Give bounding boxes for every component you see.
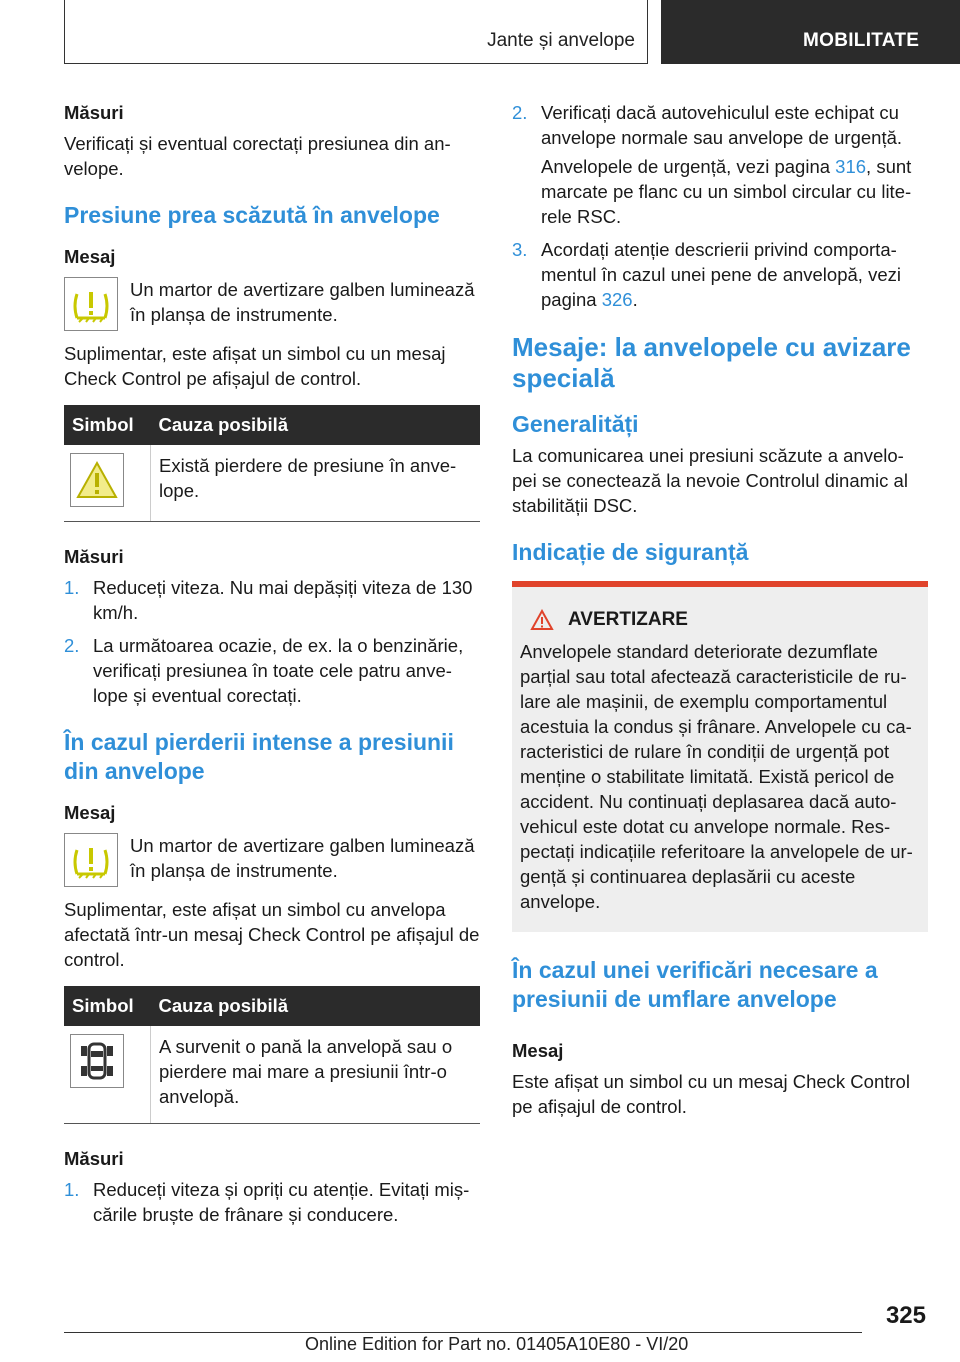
car-tire-icon <box>70 1034 124 1088</box>
step-text: Reduceți viteza. Nu mai depășiți viteza de 130 km/h. <box>93 577 473 623</box>
warning-title: AVERTIZARE <box>530 609 920 631</box>
page-number: 325 <box>885 1302 926 1329</box>
step-subtext: Anvelopele de urgență, vezi pagina 316, sunt marcate pe flanc cu un simbol circular cu lite-rele RSC. <box>541 156 912 227</box>
footer-edition: Online Edition for Part no. 01405A10E80 - VI/20 <box>305 1334 689 1354</box>
supplement-text: Suplimentar, este afișat un simbol cu un mesaj Check Control pe afișajul de control. <box>64 343 446 389</box>
step-number: 3. <box>512 239 528 260</box>
measures-label: Măsuri <box>64 102 124 123</box>
warning-triangle-icon <box>530 609 554 631</box>
table-header-cause: Cauza posibilă <box>151 405 481 445</box>
footer-divider <box>64 1332 862 1333</box>
heading-special-tires: Mesaje: la anvelopele cu avizare specială <box>512 332 911 393</box>
table-header-symbol: Simbol <box>64 405 151 445</box>
list-item <box>512 237 928 312</box>
message-label: Mesaj <box>512 1040 564 1061</box>
steps-list <box>512 100 928 312</box>
right-column <box>512 100 928 1127</box>
step-text: Acordați atenție descrierii privind comporta-mentul în cazul unei pene de anvelopă, vezi pagina 326. <box>541 239 901 310</box>
step-number: 1. <box>64 577 80 598</box>
steps-list <box>64 1177 480 1227</box>
step-number: 2. <box>64 635 80 656</box>
heading-safety: Indicație de siguranță <box>512 539 749 565</box>
table-row <box>64 1026 480 1124</box>
lamp-row <box>64 833 480 887</box>
header-chapter-title: MOBILITATE <box>803 30 920 51</box>
list-item <box>64 575 480 625</box>
page-link[interactable]: 326 <box>601 289 633 310</box>
header-section-box <box>64 0 648 64</box>
step-text: Reduceți viteza și opriți cu atenție. Evitați miș-cările bruște de frânare și conducere. <box>93 1179 470 1225</box>
header-chapter-box <box>661 0 960 64</box>
step-text: Verificați dacă autovehiculul este echipat cu anvelope normale sau anvelope de urgență. <box>541 102 903 148</box>
message-label: Mesaj <box>64 802 116 823</box>
table-cell-cause: A survenit o pană la anvelopă sau o pierdere mai mare a presiunii într-o anvelopă. <box>151 1026 481 1124</box>
heading-general: Generalități <box>512 411 639 437</box>
step-text: La următoarea ocazie, de ex. la o benzinărie, verificați presiunea în toate cele patru anve-lope și eventual corectați. <box>93 635 464 706</box>
heading-intense-loss: În cazul pierderii intense a presiunii din anvelope <box>64 729 454 784</box>
message-label: Mesaj <box>64 246 116 267</box>
measures-label: Măsuri <box>64 1148 124 1169</box>
lamp-row <box>64 277 480 331</box>
tire-pressure-lamp-icon <box>64 833 118 887</box>
table-header-symbol: Simbol <box>64 986 151 1026</box>
table-cell-cause: Există pierdere de presiune în anve-lope. <box>151 445 481 522</box>
heading-low-pressure: Presiune prea scăzută în anvelope <box>64 202 440 228</box>
list-item <box>512 100 928 229</box>
measures-text: Verificați și eventual corectați presiunea din an-velope. <box>64 133 451 179</box>
table-header-cause: Cauza posibilă <box>151 986 481 1026</box>
message-text: Este afișat un simbol cu un mesaj Check Control pe afișajul de control. <box>512 1071 910 1117</box>
header-section-title: Jante și anvelope <box>487 30 635 51</box>
heading-check-pressure: În cazul unei verificări necesare a presiunii de umflare anvelope <box>512 957 878 1012</box>
list-item <box>64 633 480 708</box>
step-number: 2. <box>512 102 528 123</box>
general-text: La comunicarea unei presiuni scăzute a anvelo-pei se conectează la nevoie Controlul dinamic al stabilității DSC. <box>512 445 908 516</box>
measures-label: Măsuri <box>64 546 124 567</box>
warning-triangle-icon <box>70 453 124 507</box>
table-row <box>64 445 480 522</box>
tire-pressure-lamp-icon <box>64 277 118 331</box>
supplement-text: Suplimentar, este afișat un simbol cu anvelopa afectată într-un mesaj Check Control pe afișajul de control. <box>64 899 480 970</box>
lamp-text: Un martor de avertizare galben luminează în planșa de instrumente. <box>130 835 475 881</box>
symbol-table <box>64 405 480 522</box>
left-column <box>64 100 480 1235</box>
page-link[interactable]: 316 <box>835 156 867 177</box>
steps-list <box>64 575 480 708</box>
warning-box <box>512 581 928 932</box>
step-number: 1. <box>64 1179 80 1200</box>
warning-text: Anvelopele standard deteriorate dezumflate parțial sau total afectează caracteristicile de ru-lare ale mașinii, de exemplu comportamentul acestuia la condus și frânare. Anvelopele cu ca-racteristici de rulare în condiții de urgență pot menține o stabilitate limitată. Există pericol de accident. Nu continuați deplasarea dacă auto-vehicul este dotat cu anvelope normale. Res-pectați indicațiile referitoare la anvelopele de ur-gență și continuarea deplasării cu aceste anvelope. <box>520 641 913 912</box>
symbol-table <box>64 986 480 1124</box>
lamp-text: Un martor de avertizare galben luminează în planșa de instrumente. <box>130 279 475 325</box>
list-item <box>64 1177 480 1227</box>
